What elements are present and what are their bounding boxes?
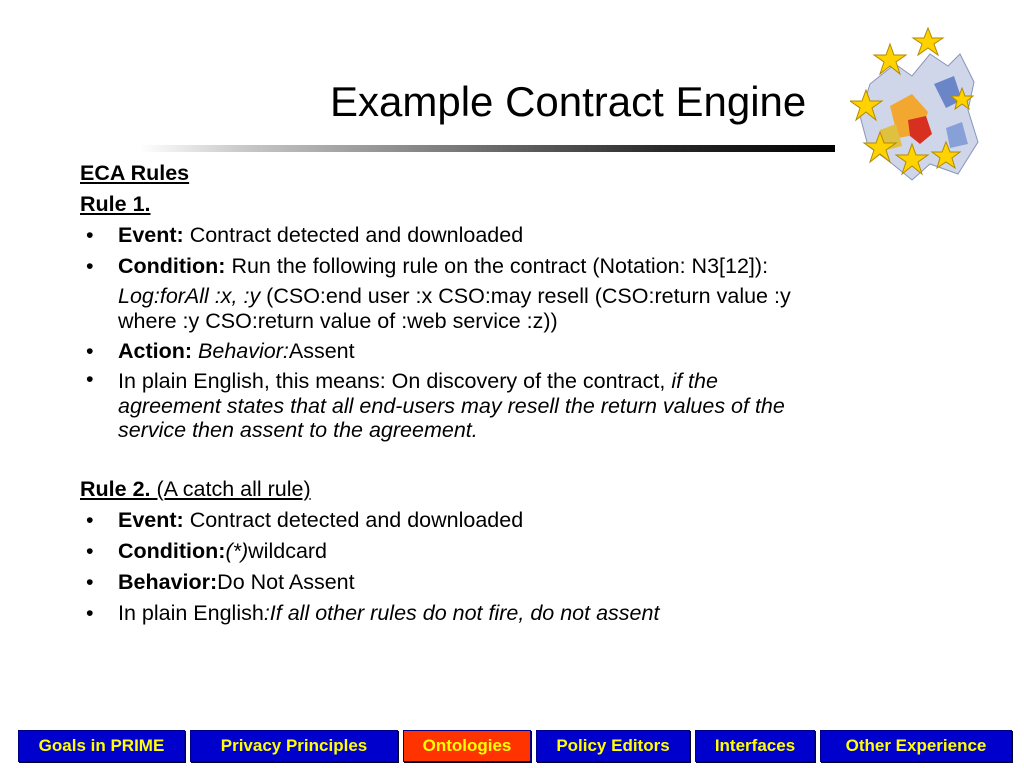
rule2-condition-item: [80, 536, 960, 567]
logic-text-1: (CSO:end user :x CSO:may resell (CSO:return value :y: [260, 284, 791, 308]
slide-body: [80, 158, 960, 629]
condition-text: wildcard: [248, 538, 328, 563]
action-text: Assent: [288, 339, 355, 363]
title-divider: [140, 145, 835, 152]
bullet-marker: •: [86, 223, 94, 247]
rule1-event-item: [80, 220, 960, 251]
rule2-behavior-item: [80, 567, 960, 598]
bullet-marker: •: [86, 339, 94, 363]
logic-quantifier: Log:forAll :x, :y: [118, 284, 261, 308]
nav-policy-editors[interactable]: Policy Editors: [536, 730, 690, 762]
bullet-marker: •: [86, 507, 94, 532]
bullet-marker: •: [86, 538, 94, 563]
rule1-logic-block: [80, 282, 960, 336]
rule2-heading: Rule 2. (A catch all rule): [80, 476, 311, 501]
plain-italic-3: service then assent to the agreement.: [118, 418, 478, 442]
event-text: Contract detected and downloaded: [183, 507, 524, 532]
navigation-bar: [18, 730, 1012, 764]
action-behavior: Behavior:: [192, 339, 289, 363]
event-label: Event:: [118, 507, 184, 532]
plain-italic: :If all other rules do not fire, do not assent: [263, 600, 660, 625]
nav-privacy-principles[interactable]: Privacy Principles: [190, 730, 398, 762]
spacer: [80, 446, 960, 474]
condition-text: Run the following rule on the contract (Notation: N3[12]):: [225, 254, 769, 278]
bullet-marker: •: [86, 600, 94, 625]
heading-eca-rules: ECA Rules: [80, 161, 190, 185]
nav-interfaces[interactable]: Interfaces: [695, 730, 815, 762]
rule1-heading: Rule 1.: [80, 192, 151, 216]
condition-wildcard-symbol: (*): [225, 538, 249, 563]
nav-ontologies[interactable]: Ontologies: [403, 730, 531, 762]
rule1-condition-item: [80, 251, 960, 282]
nav-goals-in-prime[interactable]: Goals in PRIME: [18, 730, 185, 762]
plain-italic-2: agreement states that all end-users may resell the return values of the: [118, 393, 785, 418]
plain-text: In plain English, this means: On discovery of the contract,: [118, 369, 672, 393]
event-label: Event:: [118, 223, 184, 247]
slide-title: Example Contract Engine: [330, 78, 807, 125]
bullet-marker: •: [86, 367, 94, 391]
rule1-plain-english-item: [80, 367, 960, 446]
event-text: Contract detected and downloaded: [183, 223, 524, 247]
rule1-action-item: [80, 336, 960, 367]
action-label: Action:: [118, 339, 193, 363]
plain-italic-1: if the: [671, 369, 718, 393]
nav-other-experience[interactable]: Other Experience: [820, 730, 1012, 762]
logic-text-2: where :y CSO:return value of :web service :z)): [118, 308, 558, 333]
bullet-marker: •: [86, 254, 94, 278]
condition-label: Condition:: [118, 538, 226, 563]
bullet-marker: •: [86, 569, 94, 594]
rule2-plain-english-item: [80, 598, 960, 629]
plain-text: In plain English: [118, 600, 264, 625]
condition-label: Condition:: [118, 254, 226, 278]
rule2-event-item: [80, 505, 960, 536]
behavior-text: Do Not Assent: [217, 569, 355, 594]
behavior-label: Behavior:: [118, 569, 218, 594]
